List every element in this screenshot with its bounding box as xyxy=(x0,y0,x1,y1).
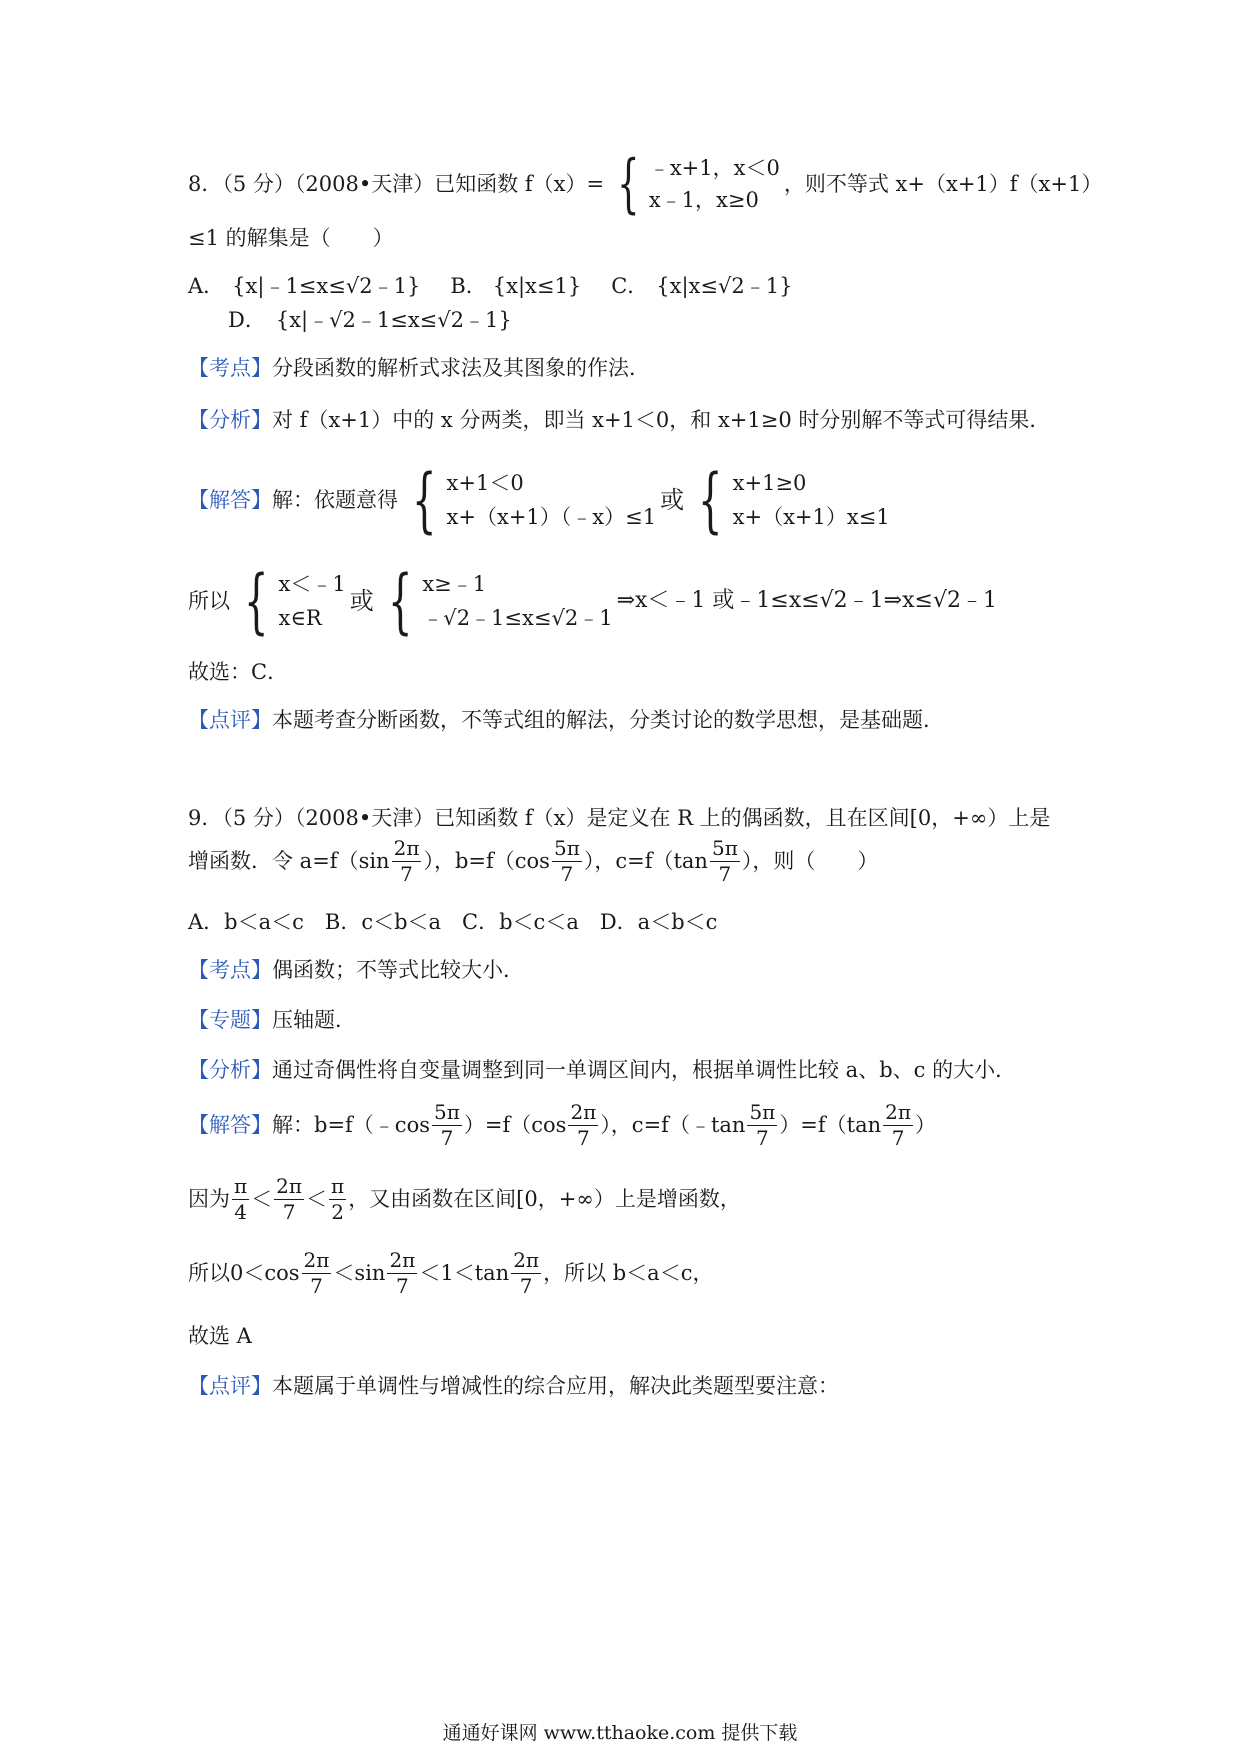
q8-suoyi-label: 所以 xyxy=(188,588,230,613)
frac-5pi-7: $\frac{5\pi}{7}$ xyxy=(711,836,738,886)
q8-system-1: { x+1＜0 x+（x+1）（﹣x）≤1 xyxy=(412,459,657,541)
q8-sys1-row2: x+（x+1）（﹣x）≤1 xyxy=(446,504,657,529)
q8-piece-row2: x﹣1，x≥0 xyxy=(648,187,759,212)
q9-jieda-e: ） xyxy=(915,1113,937,1137)
q9-suoyi xyxy=(188,1250,713,1297)
q8-options-row2 xyxy=(228,310,512,331)
q8-opt-a-label: A． xyxy=(188,274,225,298)
q8-sys4-row1: x≥﹣1 xyxy=(422,572,487,596)
frac-2pi-7: $\frac{2\pi}{7}$ xyxy=(303,1248,330,1298)
q8-stem-b: ，则不等式 x+（x+1）f（x+1） xyxy=(783,171,1103,196)
q9-stem2-b: ），b=f（cos xyxy=(423,849,550,873)
q9-stem-line2 xyxy=(188,838,878,885)
page-footer: 通通好课网 www.tthaoke.com 提供下载 xyxy=(442,1722,798,1744)
q8-sys1-row1: x+1＜0 xyxy=(446,471,524,495)
q8-stem-a: 8．（5 分）（2008•天津）已知函数 f（x）= xyxy=(188,171,605,196)
frac-2pi-7: $\frac{2\pi}{7}$ xyxy=(276,1174,303,1224)
q9-fenxi-tag: 【分析】 xyxy=(188,1058,272,1082)
q8-opt-b: {x|x≤1} xyxy=(492,274,582,298)
q8-fenxi-tag: 【分析】 xyxy=(188,408,272,432)
q8-suoyi xyxy=(188,560,997,642)
q8-opt-a: {x|﹣1≤x≤√2﹣1} xyxy=(232,274,421,298)
q9-yinwei-tail: ，又由函数在区间[0，+∞）上是增函数， xyxy=(348,1187,741,1211)
q8-sys2-row2: x+（x+1）x≤1 xyxy=(732,504,890,529)
q8-system-4: { x≥﹣1 ﹣√2﹣1≤x≤√2﹣1 xyxy=(387,560,613,642)
frac-5pi-7: $\frac{5\pi}{7}$ xyxy=(553,836,580,886)
q8-guxuan xyxy=(188,662,288,683)
q8-options-row1 xyxy=(188,276,792,297)
q8-opt-d: {x|﹣√2﹣1≤x≤√2﹣1} xyxy=(275,308,512,332)
q9-dianping-tag: 【点评】 xyxy=(188,1374,272,1398)
q9-yinwei-label: 因为 xyxy=(188,1187,230,1211)
q8-opt-c-label: C． xyxy=(611,274,649,298)
q9-guxuan-text: 故选 A xyxy=(188,1324,252,1348)
q9-jieda-d: ）=f（tan xyxy=(779,1113,882,1137)
q8-or-2: 或 xyxy=(349,587,374,615)
q9-fenxi xyxy=(188,1060,1016,1081)
q9-jieda-tag: 【解答】 xyxy=(188,1113,272,1137)
q9-zhuanti xyxy=(188,1010,356,1031)
q8-result: ⇒x＜﹣1 或﹣1≤x≤√2﹣1⇒x≤√2﹣1 xyxy=(616,588,997,613)
frac-5pi-7: $\frac{5\pi}{7}$ xyxy=(749,1100,776,1150)
q9-stem-line1 xyxy=(188,808,1050,829)
q8-kaodian xyxy=(188,358,650,379)
q9-kaodian-tag: 【考点】 xyxy=(188,958,272,982)
q8-system-3: { x＜﹣1 x∈R xyxy=(244,560,346,642)
q8-or-1: 或 xyxy=(660,486,685,514)
q8-jieda-tag: 【解答】 xyxy=(188,487,272,512)
q8-opt-d-label: D． xyxy=(228,308,266,332)
q9-stem2-a: 增函数．令 a=f（sin xyxy=(188,849,390,873)
q9-dianping xyxy=(188,1376,839,1397)
q8-fenxi xyxy=(188,410,1050,431)
q8-sys4-row2: ﹣√2﹣1≤x≤√2﹣1 xyxy=(422,605,613,630)
q9-zhuanti-text: 压轴题． xyxy=(272,1008,356,1032)
q9-jieda xyxy=(188,1102,936,1149)
frac-2pi-7: $\frac{2\pi}{7}$ xyxy=(570,1100,597,1150)
q9-stem2-d: ），则（ ） xyxy=(741,849,879,873)
q8-dianping-text: 本题考查分断函数，不等式组的解法，分类讨论的数学思想，是基础题． xyxy=(272,708,944,732)
q9-suoyi-b: ＜sin xyxy=(333,1261,386,1285)
frac-2pi-7: $\frac{2\pi}{7}$ xyxy=(389,1248,416,1298)
less-than: ＜ xyxy=(306,1187,328,1211)
q9-suoyi-a: 所以0＜cos xyxy=(188,1261,300,1285)
q8-stem-c: ≤1 的解集是（ ） xyxy=(188,226,394,250)
q8-system-2: { x+1≥0 x+（x+1）x≤1 xyxy=(698,459,890,541)
q9-jieda-b: ）=f（cos xyxy=(463,1113,567,1137)
q8-kaodian-text: 分段函数的解析式求法及其图象的作法． xyxy=(272,356,650,380)
q8-jieda xyxy=(188,459,894,541)
q9-yinwei xyxy=(188,1176,741,1223)
q8-sys3-row1: x＜﹣1 xyxy=(278,572,346,596)
q9-options xyxy=(188,912,717,933)
q9-guxuan xyxy=(188,1326,252,1347)
q8-stem-line2 xyxy=(188,228,394,249)
q8-jieda-pre: 解：依题意得 xyxy=(272,487,398,512)
q9-zhuanti-tag: 【专题】 xyxy=(188,1008,272,1032)
q9-stem2-c: ），c=f（tan xyxy=(583,849,708,873)
frac-5pi-7: $\frac{5\pi}{7}$ xyxy=(434,1100,460,1150)
q8-dianping xyxy=(188,710,944,731)
q8-guxuan-text: 故选：C． xyxy=(188,660,289,684)
less-than: ＜ xyxy=(251,1187,273,1211)
frac-2pi-7: $\frac{2\pi}{7}$ xyxy=(513,1248,540,1298)
q9-dianping-text: 本题属于单调性与增减性的综合应用，解决此类题型要注意： xyxy=(272,1374,839,1398)
q9-options-text: A．b＜a＜c B．c＜b＜a C．b＜c＜a D．a＜b＜c xyxy=(188,910,718,934)
frac-2pi-7: $\frac{2\pi}{7}$ xyxy=(885,1100,912,1150)
q8-kaodian-tag: 【考点】 xyxy=(188,356,272,380)
q8-piecewise: { ﹣x+1，x＜0 x﹣1，x≥0 xyxy=(617,147,780,221)
q8-sys3-row2: x∈R xyxy=(278,605,322,630)
q8-opt-b-label: B． xyxy=(450,274,487,298)
q9-stem1: 9．（5 分）（2008•天津）已知函数 f（x）是定义在 R 上的偶函数，且在区间[0，+∞）上是 xyxy=(188,806,1051,830)
q8-sys2-row1: x+1≥0 xyxy=(732,471,807,495)
q9-suoyi-d: ，所以 b＜a＜c， xyxy=(543,1261,714,1285)
frac-pi-4: $\frac{\pi}{4}$ xyxy=(234,1174,248,1224)
q9-fenxi-text: 通过奇偶性将自变量调整到同一单调区间内，根据单调性比较 a、b、c 的大小． xyxy=(272,1058,1017,1082)
q9-jieda-a: 解：b=f（﹣cos xyxy=(272,1113,430,1137)
q8-stem-line1 xyxy=(188,147,1103,221)
q8-opt-c: {x|x≤√2﹣1} xyxy=(656,274,793,298)
q8-piece-row1: ﹣x+1，x＜0 xyxy=(648,156,780,180)
q9-jieda-c: ），c=f（﹣tan xyxy=(600,1113,746,1137)
q8-dianping-tag: 【点评】 xyxy=(188,708,272,732)
frac-pi-2: $\frac{\pi}{2}$ xyxy=(331,1174,345,1224)
q9-suoyi-c: ＜1＜tan xyxy=(419,1261,510,1285)
frac-2pi-7: $\frac{2\pi}{7}$ xyxy=(393,836,420,886)
q9-kaodian-text: 偶函数；不等式比较大小． xyxy=(272,958,524,982)
q9-kaodian xyxy=(188,960,524,981)
q8-fenxi-text: 对 f（x+1）中的 x 分两类，即当 x+1＜0，和 x+1≥0 时分别解不等式可得结果． xyxy=(272,408,1051,432)
